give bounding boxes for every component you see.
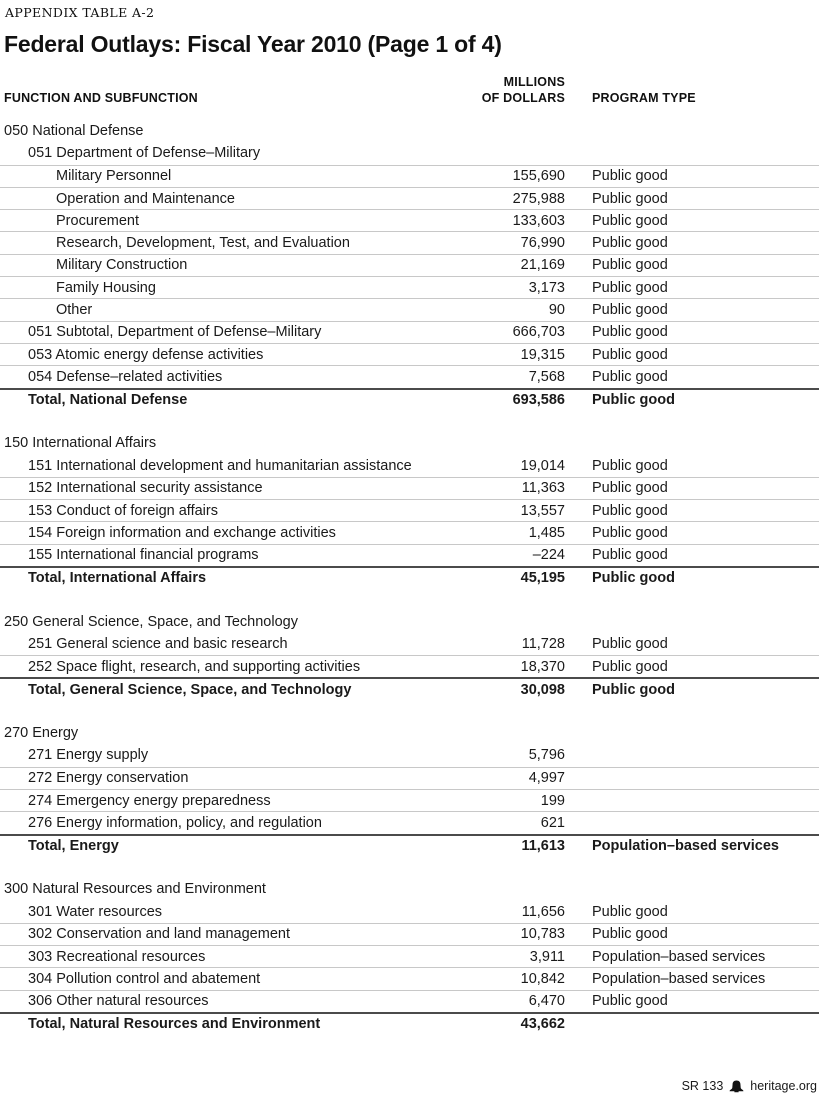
row-label: 300 Natural Resources and Environment [4, 881, 266, 898]
table-row [0, 165, 819, 187]
row-value: 19,315 [520, 346, 565, 363]
table-section [0, 120, 825, 410]
row-value: 621 [540, 814, 565, 831]
table-row [0, 990, 819, 1012]
row-label: Research, Development, Test, and Evaluation [56, 235, 350, 252]
row-program-type: Public good [592, 524, 668, 541]
row-label: Total, International Affairs [28, 570, 207, 587]
row-value: 43,662 [520, 1016, 565, 1033]
row-program-type: Public good [592, 457, 668, 474]
row-label: Other [56, 302, 93, 319]
table-row [0, 767, 819, 789]
row-label: 302 Conservation and land management [28, 926, 290, 943]
row-program-type: Public good [592, 480, 668, 497]
table-row [0, 388, 819, 410]
row-label: 274 Emergency energy preparedness [28, 792, 271, 809]
table-row [0, 432, 819, 454]
row-program-type: Public good [592, 658, 668, 675]
column-header-millions [443, 74, 565, 106]
row-value: 155,690 [512, 168, 565, 185]
table-row [0, 209, 819, 231]
table-section [0, 722, 825, 856]
row-label: 306 Other natural resources [28, 993, 209, 1010]
row-value: 90 [548, 302, 565, 319]
column-header-millions-line2: OF DOLLARS [481, 91, 565, 105]
row-label: 051 Subtotal, Department of Defense–Military [28, 324, 322, 341]
row-label: 051 Department of Defense–Military [28, 145, 261, 162]
row-value: 275,988 [512, 190, 565, 207]
row-value: 13,557 [520, 502, 565, 519]
page-title: Federal Outlays: Fiscal Year 2010 (Page 1 of 4) [4, 31, 502, 57]
row-program-type: Public good [592, 168, 668, 185]
appendix-table-label: APPENDIX TABLE A-2 [5, 5, 155, 20]
row-value: 11,363 [521, 480, 565, 497]
row-program-type: Public good [592, 635, 668, 652]
row-value: 7,568 [528, 368, 565, 385]
row-label: 153 Conduct of foreign affairs [28, 502, 218, 519]
row-value: 666,703 [512, 324, 565, 341]
row-program-type: Population–based services [592, 948, 766, 965]
table-row [0, 298, 819, 320]
row-label: Operation and Maintenance [56, 190, 235, 207]
row-label: 272 Energy conservation [28, 770, 189, 787]
row-program-type: Population–based services [592, 970, 766, 987]
table-row [0, 231, 819, 253]
row-label: 271 Energy supply [28, 747, 149, 764]
row-value: 1,485 [528, 524, 565, 541]
row-program-type: Public good [592, 368, 668, 385]
table-row [0, 900, 819, 922]
row-label: Military Personnel [56, 168, 172, 185]
column-header-program-type: PROGRAM TYPE [592, 91, 696, 105]
table-row [0, 655, 819, 677]
row-value: 3,911 [529, 948, 565, 965]
row-value: 21,169 [520, 257, 565, 274]
table-row [0, 544, 819, 566]
table-row [0, 789, 819, 811]
row-label: 053 Atomic energy defense activities [28, 346, 264, 363]
row-program-type: Public good [592, 926, 668, 943]
row-label: 054 Defense–related activities [28, 368, 223, 385]
table-row [0, 454, 819, 476]
row-program-type: Public good [592, 257, 668, 274]
row-label: 251 General science and basic research [28, 635, 288, 652]
row-value: 693,586 [512, 391, 565, 408]
row-label: Procurement [56, 212, 140, 229]
report-number: SR 133 [681, 1079, 724, 1093]
column-header-millions-line1: MILLIONS [503, 75, 565, 89]
table-row [0, 276, 819, 298]
row-value: 11,613 [521, 837, 565, 854]
table-row [0, 923, 819, 945]
row-label: 150 International Affairs [4, 435, 157, 452]
footer-site-link: heritage.org [750, 1079, 817, 1093]
row-program-type: Public good [592, 302, 668, 319]
row-label: Family Housing [56, 279, 156, 296]
row-program-type: Population–based services [592, 837, 779, 854]
row-program-type: Public good [592, 993, 668, 1010]
row-label: 303 Recreational resources [28, 948, 206, 965]
row-label: 050 National Defense [4, 123, 144, 140]
table-row [0, 967, 819, 989]
row-program-type: Public good [592, 190, 668, 207]
table-section [0, 611, 825, 700]
table-body [0, 120, 825, 1034]
row-value: 6,470 [528, 993, 565, 1010]
row-label: 152 International security assistance [28, 480, 263, 497]
row-label: 250 General Science, Space, and Technology [4, 613, 298, 630]
row-program-type: Public good [592, 235, 668, 252]
column-header-function: FUNCTION AND SUBFUNCTION [4, 91, 198, 105]
row-program-type: Public good [592, 212, 668, 229]
row-value: –224 [532, 547, 565, 564]
table-section [0, 878, 825, 1034]
row-program-type: Public good [592, 502, 668, 519]
table-row [0, 499, 819, 521]
table-row [0, 187, 819, 209]
table-row [0, 321, 819, 343]
table-row [0, 477, 819, 499]
row-program-type: Public good [592, 346, 668, 363]
table-row [0, 611, 819, 633]
row-label: Total, Natural Resources and Environment [28, 1016, 321, 1033]
table-row [0, 1012, 819, 1034]
table-section [0, 432, 825, 588]
row-label: 155 International financial programs [28, 547, 259, 564]
table-row [0, 343, 819, 365]
row-label: 154 Foreign information and exchange activities [28, 524, 336, 541]
appendix-table-page [0, 5, 825, 1093]
table-row [0, 566, 819, 588]
row-value: 76,990 [520, 235, 565, 252]
row-label: 304 Pollution control and abatement [28, 970, 261, 987]
row-label: 301 Water resources [28, 903, 163, 920]
row-program-type: Public good [592, 681, 675, 698]
row-label: 276 Energy information, policy, and regulation [28, 814, 322, 831]
row-value: 4,997 [528, 770, 565, 787]
table-row [0, 811, 819, 833]
row-value: 11,656 [521, 903, 565, 920]
table-row [0, 120, 819, 142]
table-row [0, 834, 819, 856]
row-value: 45,195 [520, 570, 565, 587]
row-label: 270 Energy [4, 725, 79, 742]
table-row [0, 254, 819, 276]
table-row [0, 677, 819, 699]
table-row [0, 878, 819, 900]
row-label: 151 International development and humanitarian assistance [28, 457, 412, 474]
table-row [0, 142, 819, 164]
row-value: 199 [540, 792, 565, 809]
table-row [0, 722, 819, 744]
table-row [0, 744, 819, 766]
row-value: 19,014 [520, 457, 565, 474]
row-value: 18,370 [520, 658, 565, 675]
row-value: 5,796 [528, 747, 565, 764]
row-program-type: Public good [592, 324, 668, 341]
row-value: 11,728 [521, 635, 565, 652]
row-label: Total, Energy [28, 837, 119, 854]
row-label: 252 Space flight, research, and supporting activities [28, 658, 361, 675]
row-program-type: Public good [592, 570, 675, 587]
table-row [0, 521, 819, 543]
table-row [0, 633, 819, 655]
table-row [0, 365, 819, 387]
row-program-type: Public good [592, 391, 675, 408]
row-program-type: Public good [592, 279, 668, 296]
row-program-type: Public good [592, 903, 668, 920]
row-value: 3,173 [528, 279, 565, 296]
row-value: 10,783 [520, 926, 565, 943]
row-value: 30,098 [520, 681, 565, 698]
liberty-bell-icon [729, 1080, 744, 1093]
row-value: 133,603 [512, 212, 565, 229]
row-label: Total, General Science, Space, and Technology [28, 681, 352, 698]
page-footer [682, 1079, 817, 1093]
table-row [0, 945, 819, 967]
table-column-headers [0, 74, 819, 106]
row-label: Total, National Defense [28, 391, 188, 408]
row-label: Military Construction [56, 257, 188, 274]
row-value: 10,842 [520, 970, 565, 987]
row-program-type: Public good [592, 547, 668, 564]
